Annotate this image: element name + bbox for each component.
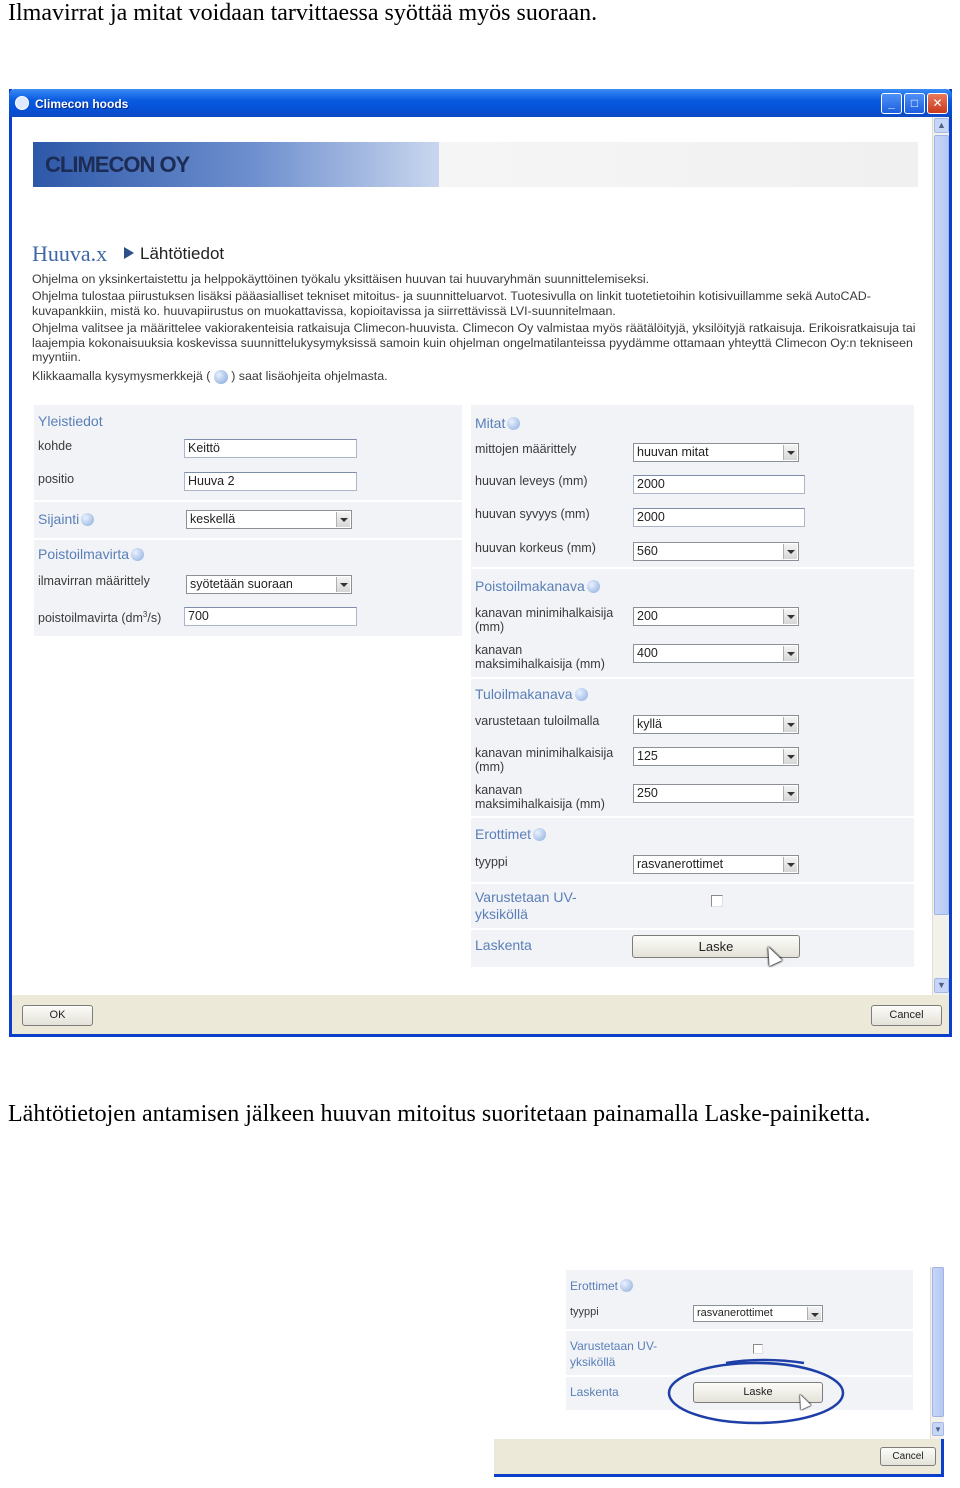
question-mark-icon <box>214 370 228 384</box>
maximize-button[interactable]: □ <box>904 93 925 114</box>
intro-paragraph-1: Ohjelma on yksinkertaistettu ja helppokäyttöinen työkalu yksittäisen huuvan tai huuvaryhmän suunnittelemiseksi. <box>32 272 650 286</box>
header-band <box>33 142 918 187</box>
help-icon[interactable] <box>587 580 600 593</box>
tyyppi-label: tyyppi <box>475 855 508 869</box>
zoom-scrollbar[interactable] <box>930 1267 944 1439</box>
divider <box>471 882 914 884</box>
syvyys-label: huuvan syvyys (mm) <box>475 507 590 521</box>
ok-button[interactable]: OK <box>22 1005 93 1026</box>
title-bar[interactable] <box>9 89 952 117</box>
help-text-after: ) saat lisäohjeita ohjelmasta. <box>231 369 388 383</box>
poistoilmavirta-label: poistoilmavirta $(dm^3/s)$ <box>38 610 162 626</box>
section-tuloilmakanava: Tuloilmakanava <box>475 686 588 702</box>
section-poistoilmavirta: Poistoilmavirta <box>38 546 144 562</box>
laske-button[interactable]: Laske <box>632 935 800 958</box>
section-yleistiedot: Yleistiedot <box>38 413 103 429</box>
left-form-panel <box>34 405 462 636</box>
highlight-annotation <box>494 1267 944 1439</box>
help-icon[interactable] <box>507 417 520 430</box>
ilmavirran-select[interactable]: syötetään suoraan <box>186 575 352 594</box>
varustetaan-label: varustetaan tuloilmalla <box>475 714 600 728</box>
zoom-tyyppi-select[interactable]: rasvanerottimet <box>693 1305 823 1322</box>
pk-max-select[interactable]: 400 <box>633 644 799 663</box>
client-area <box>12 117 949 995</box>
intro-paragraph-2: Ohjelma tulostaa piirustuksen lisäksi pääasialliset tekniset mitoitus- ja suunnitteluarvot. Tuotesivulla on linkit tuotetietoihin kotisivuillamme sekä AutoCAD-kuvapankkiin, mistä ko. huuvapiirustus on muokattavissa, kopioitavissa ja siirrettävissä LVI-suunnitelmaan. <box>32 289 871 318</box>
kohde-input[interactable]: Keittö <box>184 439 357 458</box>
zoom-section-laskenta: Laskenta <box>570 1385 619 1399</box>
maarittely-select[interactable]: huuvan mitat <box>633 443 799 462</box>
divider <box>471 677 914 679</box>
zoom-uv-label: Varustetaan UV- yksiköllä <box>570 1339 658 1369</box>
section-mitat: Mitat <box>475 415 520 431</box>
breadcrumb-root[interactable]: Huuva.x <box>32 241 108 266</box>
window-title: Climecon hoods <box>35 97 129 111</box>
tyyppi-select[interactable]: rasvanerottimet <box>633 855 799 874</box>
maarittely-label: mittojen määrittely <box>475 442 577 456</box>
zoom-scroll-down-icon[interactable]: ▼ <box>932 1422 944 1436</box>
help-icon[interactable] <box>533 828 546 841</box>
tk-min-label: kanavan minimihalkaisija (mm) <box>475 746 614 774</box>
uv-checkbox[interactable] <box>711 895 723 907</box>
close-button[interactable]: ✕ <box>927 93 948 114</box>
tk-max-select[interactable]: 250 <box>633 784 799 803</box>
divider <box>471 928 914 930</box>
chevron-down-icon[interactable] <box>336 577 350 592</box>
divider <box>34 500 462 502</box>
tk-max-label: kanavan maksimihalkaisija (mm) <box>475 783 605 811</box>
tk-min-select[interactable]: 125 <box>633 747 799 766</box>
chevron-down-icon[interactable] <box>783 609 797 624</box>
uv-label: Varustetaan UV- yksiköllä <box>475 889 577 922</box>
help-icon[interactable] <box>131 548 144 561</box>
leveys-input[interactable]: 2000 <box>633 475 805 494</box>
section-laskenta: Laskenta <box>475 937 532 953</box>
poistoilmavirta-input[interactable]: 700 <box>184 607 357 626</box>
breadcrumb-current: Lähtötiedot <box>140 244 225 263</box>
kohde-label: kohde <box>38 439 73 453</box>
app-window <box>9 89 952 1037</box>
intro-paragraph-4 <box>32 369 922 384</box>
company-logo: CLIMECON OY <box>45 152 190 177</box>
section-erottimet: Erottimet <box>475 826 546 842</box>
logo-banner <box>33 142 439 187</box>
zoom-tyyppi-label: tyyppi <box>570 1306 599 1318</box>
highlight-ellipse <box>669 1363 843 1423</box>
help-text-before: Klikkaamalla kysymysmerkkejä ( <box>32 369 211 383</box>
pk-min-label: kanavan minimihalkaisija (mm) <box>475 606 614 634</box>
sijainti-select[interactable]: keskellä <box>186 510 352 529</box>
zoom-scroll-thumb[interactable] <box>932 1267 944 1417</box>
ilmavirran-label: ilmavirran määrittely <box>38 574 150 588</box>
scroll-down-icon[interactable]: ▼ <box>934 978 949 993</box>
divider <box>471 567 914 569</box>
syvyys-input[interactable]: 2000 <box>633 508 805 527</box>
app-icon <box>15 96 29 110</box>
cancel-button[interactable]: Cancel <box>871 1005 942 1026</box>
scroll-thumb[interactable] <box>934 135 949 915</box>
chevron-down-icon[interactable] <box>783 717 797 732</box>
chevron-down-icon[interactable] <box>783 544 797 559</box>
intro-paragraph-3: Ohjelma valitsee ja määrittelee vakiorakenteisia ratkaisuja Climecon-huuvista. Climecon Oy valmistaa myös räätälöityjä, yksilöityjä ratkaisuja. Erikoisratkaisuja tai laajempia kokonaisuuksia koskevissa suunnittelukysymyksissä samoin kuin ohjelman ongelmatilanteissa pyydämme ottamaan yhteyttä Climecon Oy:n tekniseen myyntiin. <box>32 321 916 364</box>
vertical-scrollbar[interactable] <box>932 117 949 995</box>
breadcrumb-arrow-icon <box>124 247 134 259</box>
leveys-label: huuvan leveys (mm) <box>475 474 588 488</box>
positio-input[interactable]: Huuva 2 <box>184 472 357 491</box>
minimize-button[interactable]: _ <box>881 93 902 114</box>
korkeus-label: huuvan korkeus (mm) <box>475 541 596 555</box>
chevron-down-icon[interactable] <box>783 646 797 661</box>
section-poistoilmakanava: Poistoilmakanava <box>475 578 600 594</box>
scroll-up-icon[interactable]: ▲ <box>934 118 949 133</box>
korkeus-select[interactable]: 560 <box>633 542 799 561</box>
chevron-down-icon[interactable] <box>783 786 797 801</box>
zoom-button-bar <box>494 1439 944 1477</box>
chevron-down-icon[interactable] <box>783 749 797 764</box>
chevron-down-icon[interactable] <box>336 512 350 527</box>
zoom-cancel-button[interactable]: Cancel <box>880 1447 936 1466</box>
zoom-section-erottimet: Erottimet <box>570 1279 633 1293</box>
zoom-client-area <box>494 1267 944 1439</box>
chevron-down-icon[interactable] <box>783 445 797 460</box>
section-sijainti: Sijainti <box>38 511 94 527</box>
help-icon[interactable] <box>81 513 94 526</box>
help-icon[interactable] <box>575 688 588 701</box>
varustetaan-select[interactable]: kyllä <box>633 715 799 734</box>
positio-label: positio <box>38 472 75 486</box>
divider <box>34 538 462 540</box>
intro-text: Ilmavirrat ja mitat voidaan tarvittaessa syöttää myös suoraan. <box>8 0 598 26</box>
divider <box>471 816 914 818</box>
pk-max-label: kanavan maksimihalkaisija (mm) <box>475 643 605 671</box>
zoomed-detail <box>494 1267 944 1477</box>
chevron-down-icon[interactable] <box>783 857 797 872</box>
right-form-panel <box>471 405 914 967</box>
pk-min-select[interactable]: 200 <box>633 607 799 626</box>
outro-text: Lähtötietojen antamisen jälkeen huuvan mitoitus suoritetaan painamalla Laske-painiketta. <box>8 1101 871 1127</box>
zoom-laske-button[interactable]: Laske <box>693 1382 823 1403</box>
